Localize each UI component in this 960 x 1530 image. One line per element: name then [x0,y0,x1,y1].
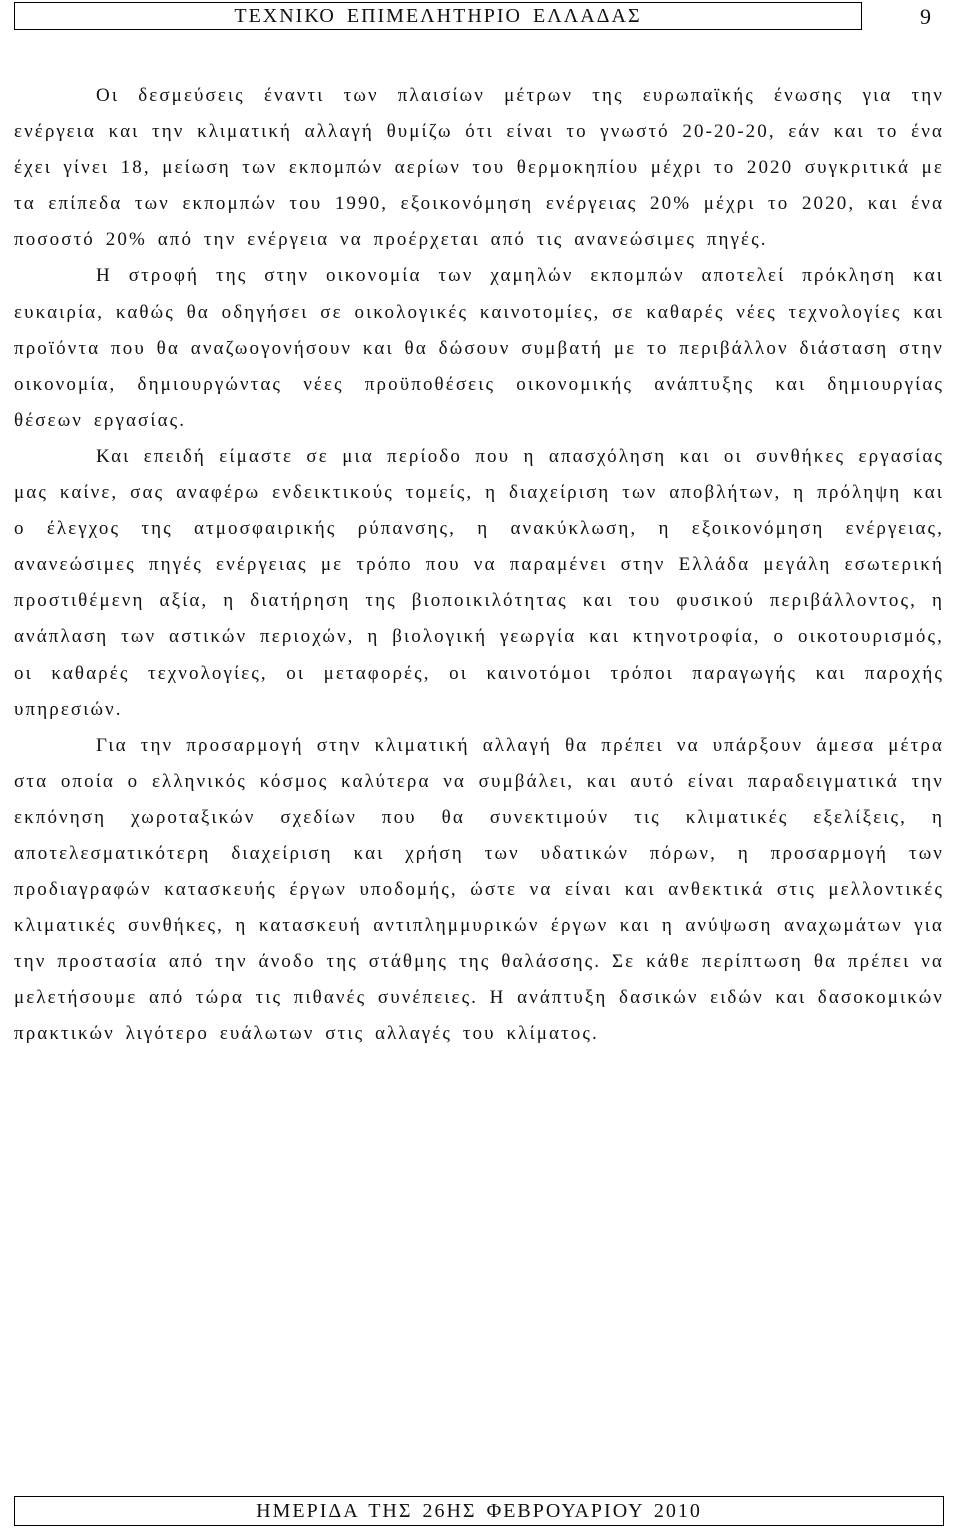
paragraph: Και επειδή είμαστε σε μια περίοδο που η απασχόληση και οι συνθήκες εργασίας μας καίνε, σας αναφέρω ενδεικτικούς τομείς, η διαχείριση των αποβλήτων, η πρόληψη και ο έλεγχος της ατμοσφαιρικής ρύπανσης, η ανακύκλωση, η εξοικονόμηση ενέργειας, ανανεώσιμες πηγές ενέργειας με τρόπο που να παραμένει στην Ελλάδα μεγάλη εσωτερική προστιθέμενη αξία, η διατήρηση της βιοποικιλότητας και του φυσικού περιβάλλοντος, η ανάπλαση των αστικών περιοχών, η βιολογική γεωργία και κτηνοτροφία, ο οικοτουρισμός, οι καθαρές τεχνολογίες, οι μεταφορές, οι καινοτόμοι τρόποι παραγωγής και παροχής υπηρεσιών. [14,445,944,720]
page-footer [14,1496,944,1526]
page-number: 9 [920,4,931,29]
header-title: ΤΕΧΝΙΚΟ ΕΠΙΜΕΛΗΤΗΡΙΟ ΕΛΛΑΔΑΣ [234,4,642,27]
document-body [14,78,944,1053]
page-header [14,2,862,30]
paragraph: Η στροφή της στην οικονομία των χαμηλών εκπομπών αποτελεί πρόκληση και ευκαιρία, καθώς θα οδηγήσει σε οικολογικές καινοτομίες, σε καθαρές νέες τεχνολογίες και προϊόντα που θα αναζωογονήσουν και θα δώσουν συμβατή με το περιβάλλον διάσταση στην οικονομία, δημιουργώντας νέες προϋποθέσεις οικονομικής ανάπτυξης και δημιουργίας θέσεων εργασίας. [14,265,944,431]
footer-text: ΗΜΕΡΙΔΑ ΤΗΣ 26ΗΣ ΦΕΒΡΟΥΑΡΙΟΥ 2010 [256,1499,702,1522]
paragraph: Για την προσαρμογή στην κλιματική αλλαγή θα πρέπει να υπάρξουν άμεσα μέτρα στα οποία ο ελληνικός κόσμος καλύτερα να συμβάλει, και αυτό είναι παραδειγματικά την εκπόνηση χωροταξικών σχεδίων που θα συνεκτιμούν τις κλιματικές εξελίξεις, η αποτελεσματικότερη διαχείριση και χρήση των υδατικών πόρων, η προσαρμογή των προδιαγραφών κατασκευής έργων υποδομής, ώστε να είναι και ανθεκτικά στις μελλοντικές κλιματικές συνθήκες, η κατασκευή αντιπλημμυρικών έργων και η ανύψωση αναχωμάτων για την προστασία από την άνοδο της στάθμης της θαλάσσης. Σε κάθε περίπτωση θα πρέπει να μελετήσουμε από τώρα τις πιθανές συνέπειες. Η ανάπτυξη δασικών ειδών και δασοκομικών πρακτικών λιγότερο ευάλωτων στις αλλαγές του κλίματος. [14,734,944,1045]
paragraph: Οι δεσμεύσεις έναντι των πλαισίων μέτρων της ευρωπαϊκής ένωσης για την ενέργεια και την κλιματική αλλαγή θυμίζω ότι είναι το γνωστό 20-20-20, εάν και το ένα έχει γίνει 18, μείωση των εκπομπών αερίων του θερμοκηπίου μέχρι το 2020 συγκριτικά με τα επίπεδα των εκπομπών του 1990, εξοικονόμηση ενέργειας 20% μέχρι το 2020, και ένα ποσοστό 20% από την ενέργεια να προέρχεται από τις ανανεώσιμες πηγές. [14,85,944,251]
